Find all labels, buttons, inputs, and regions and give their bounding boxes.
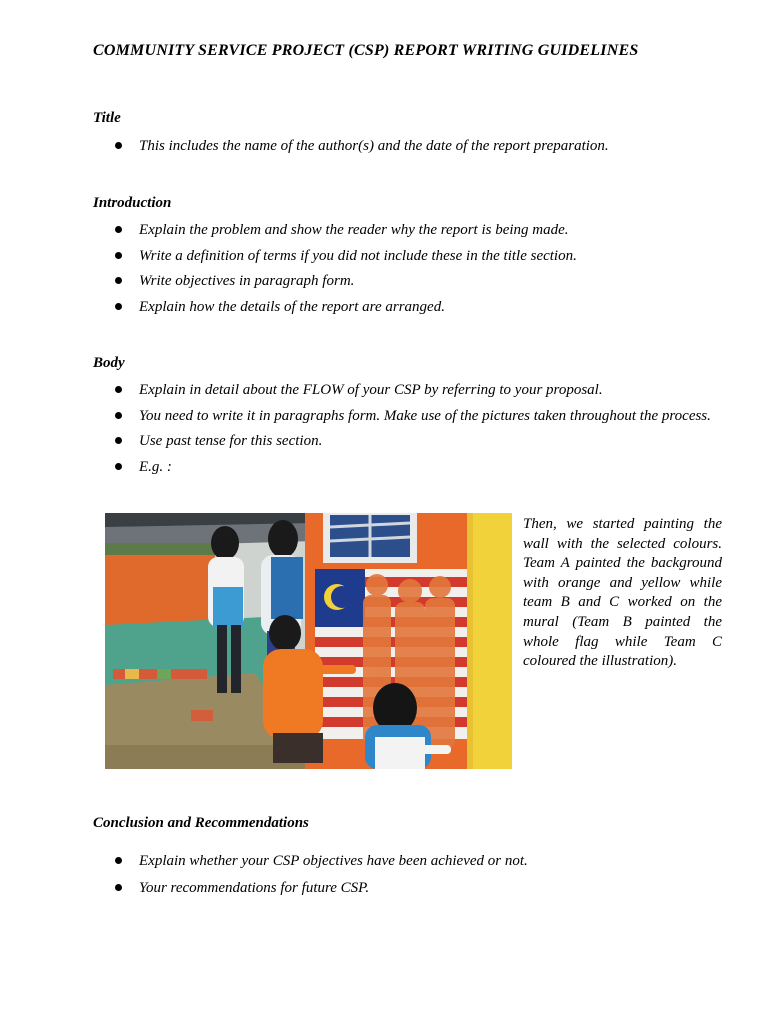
bullet-icon	[115, 463, 122, 470]
title-list	[93, 136, 723, 156]
body-list	[93, 380, 723, 477]
photo-caption: Then, we started painting the wall with the selected colours. Team A painted the background with orange and yellow while team B and C worked on the mural (Team B painted the whole flag while Team C coloured the illustration).	[523, 516, 722, 670]
bullet-icon	[115, 252, 122, 259]
list-item: Write objectives in paragraph form.	[93, 271, 723, 291]
section-heading-title: Title	[93, 110, 121, 126]
section-heading-introduction: Introduction	[93, 195, 172, 211]
bullet-icon	[115, 277, 122, 284]
list-item: This includes the name of the author(s) and the date of the report preparation.	[93, 136, 723, 156]
bullet-icon	[115, 857, 122, 864]
bullet-icon	[115, 437, 122, 444]
mural-painting-photo	[105, 513, 512, 769]
list-item: Write a definition of terms if you did not include these in the title section.	[93, 246, 723, 266]
section-heading-body: Body	[93, 355, 125, 371]
page-title: COMMUNITY SERVICE PROJECT (CSP) REPORT WRITING GUIDELINES	[93, 42, 639, 59]
bullet-icon	[115, 226, 122, 233]
list-item: Use past tense for this section.	[93, 431, 723, 451]
list-item: Explain how the details of the report are arranged.	[93, 297, 723, 317]
bullet-icon	[115, 142, 122, 149]
introduction-list	[93, 220, 723, 317]
list-item: Your recommendations for future CSP.	[93, 878, 723, 898]
section-heading-conclusion: Conclusion and Recommendations	[93, 815, 309, 831]
bullet-icon	[115, 884, 122, 891]
list-item: You need to write it in paragraphs form. Make use of the pictures taken throughout the process.	[93, 406, 723, 426]
conclusion-list	[93, 851, 723, 898]
list-item: Explain in detail about the FLOW of your CSP by referring to your proposal.	[93, 380, 723, 400]
list-item: Explain the problem and show the reader why the report is being made.	[93, 220, 723, 240]
bullet-icon	[115, 412, 122, 419]
bullet-icon	[115, 303, 122, 310]
list-item: Explain whether your CSP objectives have been achieved or not.	[93, 851, 723, 871]
list-item: E.g. :	[93, 457, 723, 477]
bullet-icon	[115, 386, 122, 393]
